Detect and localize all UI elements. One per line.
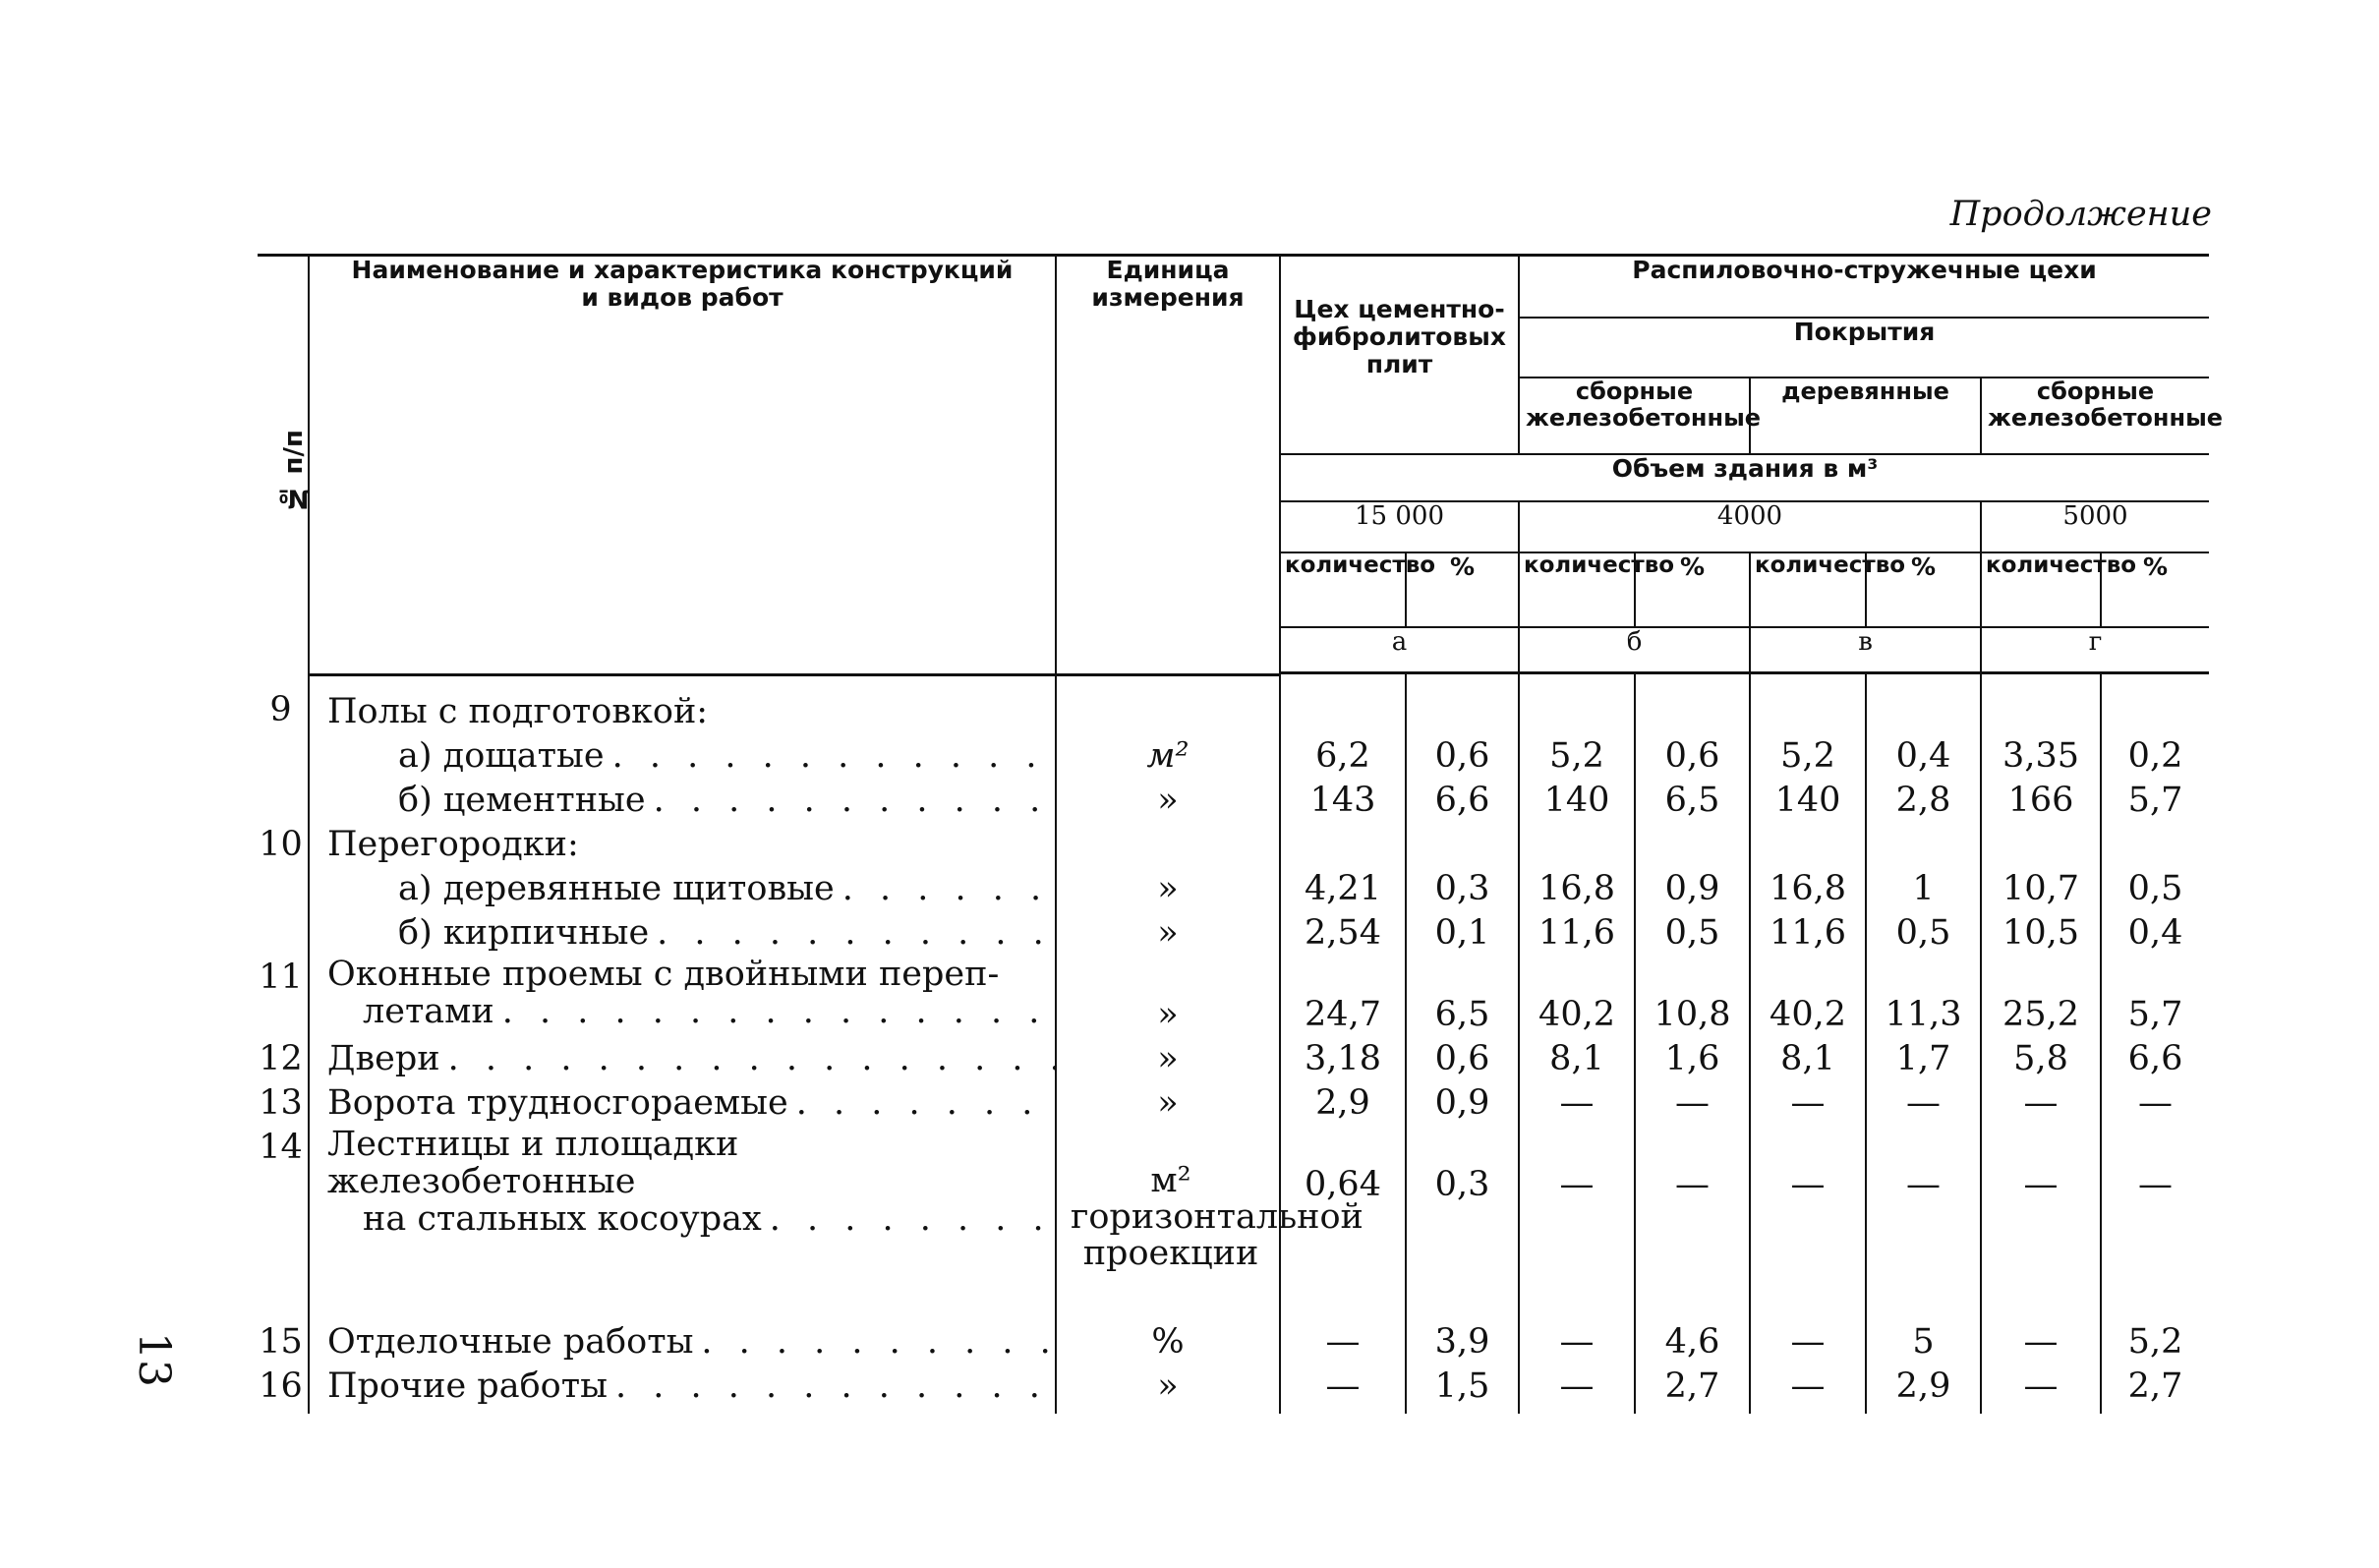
cell-value: 0,4 [2101,911,2209,956]
cell-value: — [1866,1126,1981,1320]
table-row [258,674,2209,734]
cell-value: 2,8 [1866,779,1981,823]
row-unit [1056,823,1280,867]
header-volume-4000: 4000 [1519,501,1981,552]
cell-value: 4,21 [1280,867,1406,911]
cell-value: 140 [1750,779,1866,823]
cell-value: 1,6 [1635,1037,1750,1081]
cell-value [1519,674,1635,734]
table-body [258,674,2209,1414]
cell-value: 1,5 [1406,1365,1519,1414]
cell-value: 11,3 [1866,956,1981,1037]
cell-value [1406,823,1519,867]
row-name: б) цементные [398,780,646,820]
cell-value: 0,6 [1406,1037,1519,1081]
cell-value: — [1519,1081,1635,1126]
cell-value: 3,9 [1406,1320,1519,1365]
table-row [258,1037,2209,1081]
cell-value: 0,9 [1406,1081,1519,1126]
cell-value [1635,674,1750,734]
cell-value: — [1981,1126,2101,1320]
cell-value: 3,35 [1981,734,2101,779]
header-qty: количество [1981,552,2101,627]
cell-value: 6,5 [1406,956,1519,1037]
cell-value: 0,64 [1280,1126,1406,1320]
cell-value: 6,6 [2101,1037,2209,1081]
header-qty: количество [1519,552,1635,627]
cell-value: 2,7 [2101,1365,2209,1414]
cell-value: 0,6 [1635,734,1750,779]
cell-value: — [1750,1365,1866,1414]
cell-value: 5,7 [2101,956,2209,1037]
row-unit: » [1056,779,1280,823]
table-row [258,1320,2209,1365]
header-unit: Единица измерения [1056,256,1280,675]
table-row [258,867,2209,911]
header-volume-15000: 15 000 [1280,501,1519,552]
cell-value [1519,823,1635,867]
row-unit [1056,674,1280,734]
cell-value: 0,5 [1866,911,1981,956]
cell-value: — [2101,1126,2209,1320]
cell-value: — [1519,1365,1635,1414]
cell-value: — [1981,1081,2101,1126]
cell-value [1750,823,1866,867]
cell-value: 8,1 [1750,1037,1866,1081]
cell-value [1280,674,1406,734]
header-sawmill-shops: Распиловочно-стружечные цехи [1519,256,2209,319]
header-pct: % [2101,552,2209,627]
cell-value: 0,3 [1406,867,1519,911]
cell-value: 0,9 [1635,867,1750,911]
cell-value: 0,3 [1406,1126,1519,1320]
cell-value: 5,2 [2101,1320,2209,1365]
row-name: б) кирпичные [398,912,650,953]
cell-value: 6,5 [1635,779,1750,823]
row-name: Перегородки: [309,823,1056,867]
header-letter-b: б [1519,627,1750,673]
header-cement-shop: Цех цементно-фибролитовых плит [1280,256,1519,455]
cell-value: 10,5 [1981,911,2101,956]
row-number: 9 [269,690,292,729]
cell-value: — [1750,1081,1866,1126]
header-letter-a: а [1280,627,1519,673]
cell-value: 5,2 [1519,734,1635,779]
row-unit: » [1056,1081,1280,1126]
cell-value: 0,5 [1635,911,1750,956]
page-number: 13 [129,1332,179,1387]
cell-value: 6,2 [1280,734,1406,779]
header-no: № п/п [258,256,309,675]
cell-value: 2,7 [1635,1365,1750,1414]
cell-value: 0,5 [2101,867,2209,911]
row-unit: » [1056,1037,1280,1081]
cell-value: 40,2 [1750,956,1866,1037]
table-row [258,823,2209,867]
continuation-label: Продолжение [1949,195,2212,234]
cell-value: — [1750,1320,1866,1365]
cell-value: 5,7 [2101,779,2209,823]
cell-value: — [1750,1126,1866,1320]
cell-value: 11,6 [1519,911,1635,956]
cell-value: 5 [1866,1320,1981,1365]
cell-value [1981,674,2101,734]
header-volume-5000: 5000 [1981,501,2209,552]
cell-value: 1 [1866,867,1981,911]
header-roofing: Покрытия [1519,318,2209,377]
row-number: 11 [259,957,303,997]
cell-value [1866,674,1981,734]
row-unit: м² [1056,734,1280,779]
row-number: 10 [259,824,303,864]
cell-value: 1,7 [1866,1037,1981,1081]
header-qty: количество [1280,552,1406,627]
row-name-line1: Лестницы и площадки железобетонные [327,1124,739,1201]
row-number: 13 [259,1082,303,1123]
cell-value: 11,6 [1750,911,1866,956]
row-number [258,911,309,956]
table-row [258,734,2209,779]
table-row [258,1126,2209,1320]
table-row [258,956,2209,1037]
cell-value: — [1519,1126,1635,1320]
cell-value: 16,8 [1519,867,1635,911]
header-qty: количество [1750,552,1866,627]
row-name: а) дощатые [398,735,605,776]
header-pct: % [1635,552,1750,627]
cell-value: 143 [1280,779,1406,823]
row-name: Двери [327,1038,440,1078]
cell-value [1750,674,1866,734]
cell-value [1866,823,1981,867]
row-unit: » [1056,1365,1280,1414]
cell-value [2101,823,2209,867]
table-row [258,1365,2209,1414]
row-unit: м² горизонтальной проекции [1056,1126,1280,1320]
row-number: 15 [259,1321,303,1362]
row-unit: » [1056,956,1280,1037]
row-number [258,867,309,911]
row-number: 14 [259,1127,303,1167]
cell-value: 2,9 [1280,1081,1406,1126]
row-name-line1: Оконные проемы с двойными переп- [327,954,1000,994]
cell-value: 2,9 [1866,1365,1981,1414]
row-name: Ворота трудносгораемые [327,1082,788,1123]
cell-value: — [1981,1320,2101,1365]
cell-value [1406,674,1519,734]
cell-value: 166 [1981,779,2101,823]
cell-value: 24,7 [1280,956,1406,1037]
row-number: 16 [259,1365,303,1406]
cell-value: — [1280,1365,1406,1414]
cell-value: — [1280,1320,1406,1365]
row-name: Прочие работы [327,1365,608,1406]
cell-value: 2,54 [1280,911,1406,956]
cell-value: 16,8 [1750,867,1866,911]
cell-value: — [2101,1081,2209,1126]
cell-value: 0,4 [1866,734,1981,779]
cell-value [2101,674,2209,734]
row-unit: » [1056,911,1280,956]
table-row [258,1081,2209,1126]
cell-value: 25,2 [1981,956,2101,1037]
table-row [258,779,2209,823]
cell-value: 0,6 [1406,734,1519,779]
row-name: на стальных косоурах [363,1198,762,1239]
header-letter-g: г [1981,627,2209,673]
row-unit: % [1056,1320,1280,1365]
row-number: 12 [259,1038,303,1078]
row-name: а) деревянные щитовые [398,868,835,908]
header-roof-precast-1: сборные железобетонные [1519,377,1750,454]
cell-value: 40,2 [1519,956,1635,1037]
cell-value [1635,823,1750,867]
cell-value: 10,8 [1635,956,1750,1037]
cell-value: 0,2 [2101,734,2209,779]
cell-value: 140 [1519,779,1635,823]
cell-value: 5,2 [1750,734,1866,779]
header-name: Наименование и характеристика конструкций и видов работ [309,256,1056,675]
header-roof-precast-2: сборные железобетонные [1981,377,2209,454]
data-table [258,254,2224,1414]
header-roof-wooden: деревянные [1750,377,1981,454]
header-letter-v: в [1750,627,1981,673]
header-pct: % [1866,552,1981,627]
row-number [258,734,309,779]
cell-value: — [1981,1365,2101,1414]
cell-value: — [1519,1320,1635,1365]
cell-value: 0,1 [1406,911,1519,956]
cell-value: 5,8 [1981,1037,2101,1081]
cell-value [1280,823,1406,867]
row-number [258,779,309,823]
cell-value: 8,1 [1519,1037,1635,1081]
table-row [258,911,2209,956]
header-building-volume: Объем здания в м³ [1280,454,2209,501]
header-pct: % [1406,552,1519,627]
cell-value: 10,7 [1981,867,2101,911]
row-name: Полы с подготовкой: [309,674,1056,734]
cell-value: — [1635,1126,1750,1320]
row-name: Отделочные работы [327,1321,694,1362]
cell-value: 6,6 [1406,779,1519,823]
cell-value: — [1866,1081,1981,1126]
row-name: летами [363,991,494,1031]
cell-value [1981,823,2101,867]
row-unit: » [1056,867,1280,911]
cell-value: 3,18 [1280,1037,1406,1081]
cell-value: 4,6 [1635,1320,1750,1365]
cell-value: — [1635,1081,1750,1126]
